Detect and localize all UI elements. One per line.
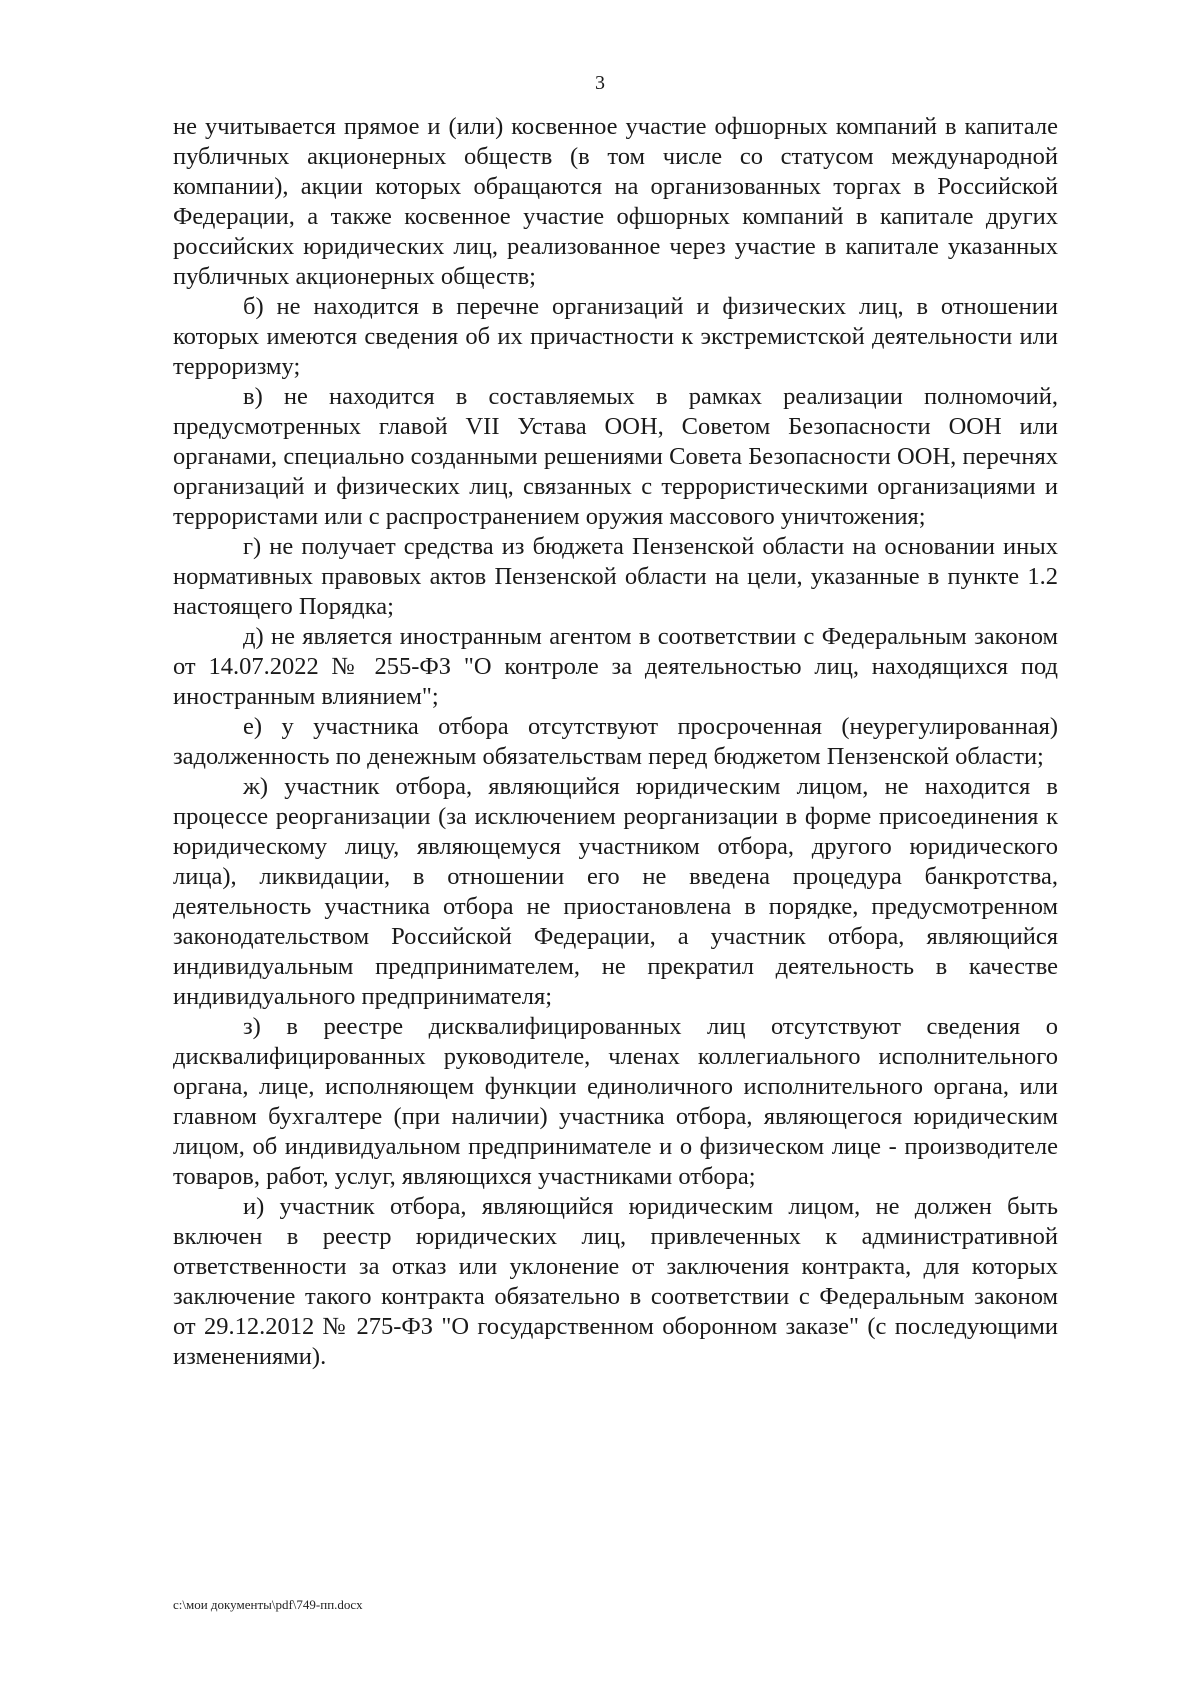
document-body (173, 112, 1058, 1372)
footer-file-path: c:\мои документы\pdf\749-пп.docx (173, 1597, 363, 1612)
page-number: 3 (595, 72, 605, 94)
paragraph-continuation: не учитывается прямое и (или) косвенное участие офшорных компаний в капитале публичных акционерных обществ (в том числе со статусом международной компании), акции которых обращаются на организованных торгах в Российской Федерации, а также косвенное участие офшорных компаний в капитале других российских юридических лиц, реализованное через участие в капитале указанных публичных акционерных обществ; (173, 113, 1058, 290)
paragraph-b: б) не находится в перечне организаций и физических лиц, в отношении которых имеются сведения об их причастности к экстремистской деятельности или терроризму; (173, 293, 1058, 380)
paragraph-d: д) не является иностранным агентом в соответствии с Федеральным законом от 14.07.2022 № 255-ФЗ "О контроле за деятельностью лиц, находящихся под иностранным влиянием"; (173, 623, 1058, 710)
paragraph-v: в) не находится в составляемых в рамках реализации полномочий, предусмотренных главой VII Устава ООН, Советом Безопасности ООН или органами, специально созданными решениями Совета Безопасности ООН, перечнях организаций и физических лиц, связанных с террористическими организациями и террористами или с распространением оружия массового уничтожения; (173, 383, 1058, 530)
paragraph-zh: ж) участник отбора, являющийся юридическим лицом, не находится в процессе реорганизации (за исключением реорганизации в форме присоединения к юридическому лицу, являющемуся участником отбора, другого юридического лица), ликвидации, в отношении его не введена процедура банкротства, деятельность участника отбора не приостановлена в порядке, предусмотренном законодательством Российской Федерации, а участник отбора, являющийся индивидуальным предпринимателем, не прекратил деятельность в качестве индивидуального предпринимателя; (173, 773, 1058, 1010)
paragraph-g: г) не получает средства из бюджета Пензенской области на основании иных нормативных правовых актов Пензенской области на цели, указанные в пункте 1.2 настоящего Порядка; (173, 533, 1058, 620)
paragraph-i: и) участник отбора, являющийся юридическим лицом, не должен быть включен в реестр юридических лиц, привлеченных к административной ответственности за отказ или уклонение от заключения контракта, для которых заключение такого контракта обязательно в соответствии с Федеральным законом от 29.12.2012 № 275-ФЗ "О государственном оборонном заказе" (с последующими изменениями). (173, 1193, 1058, 1370)
paragraph-z: з) в реестре дисквалифицированных лиц отсутствуют сведения о дисквалифицированных руководителе, членах коллегиального исполнительного органа, лице, исполняющем функции единоличного исполнительного органа, или главном бухгалтере (при наличии) участника отбора, являющегося юридическим лицом, об индивидуальном предпринимателе и о физическом лице - производителе товаров, работ, услуг, являющихся участниками отбора; (173, 1013, 1058, 1190)
paragraph-e: е) у участника отбора отсутствуют просроченная (неурегулированная) задолженность по денежным обязательствам перед бюджетом Пензенской области; (173, 713, 1058, 770)
